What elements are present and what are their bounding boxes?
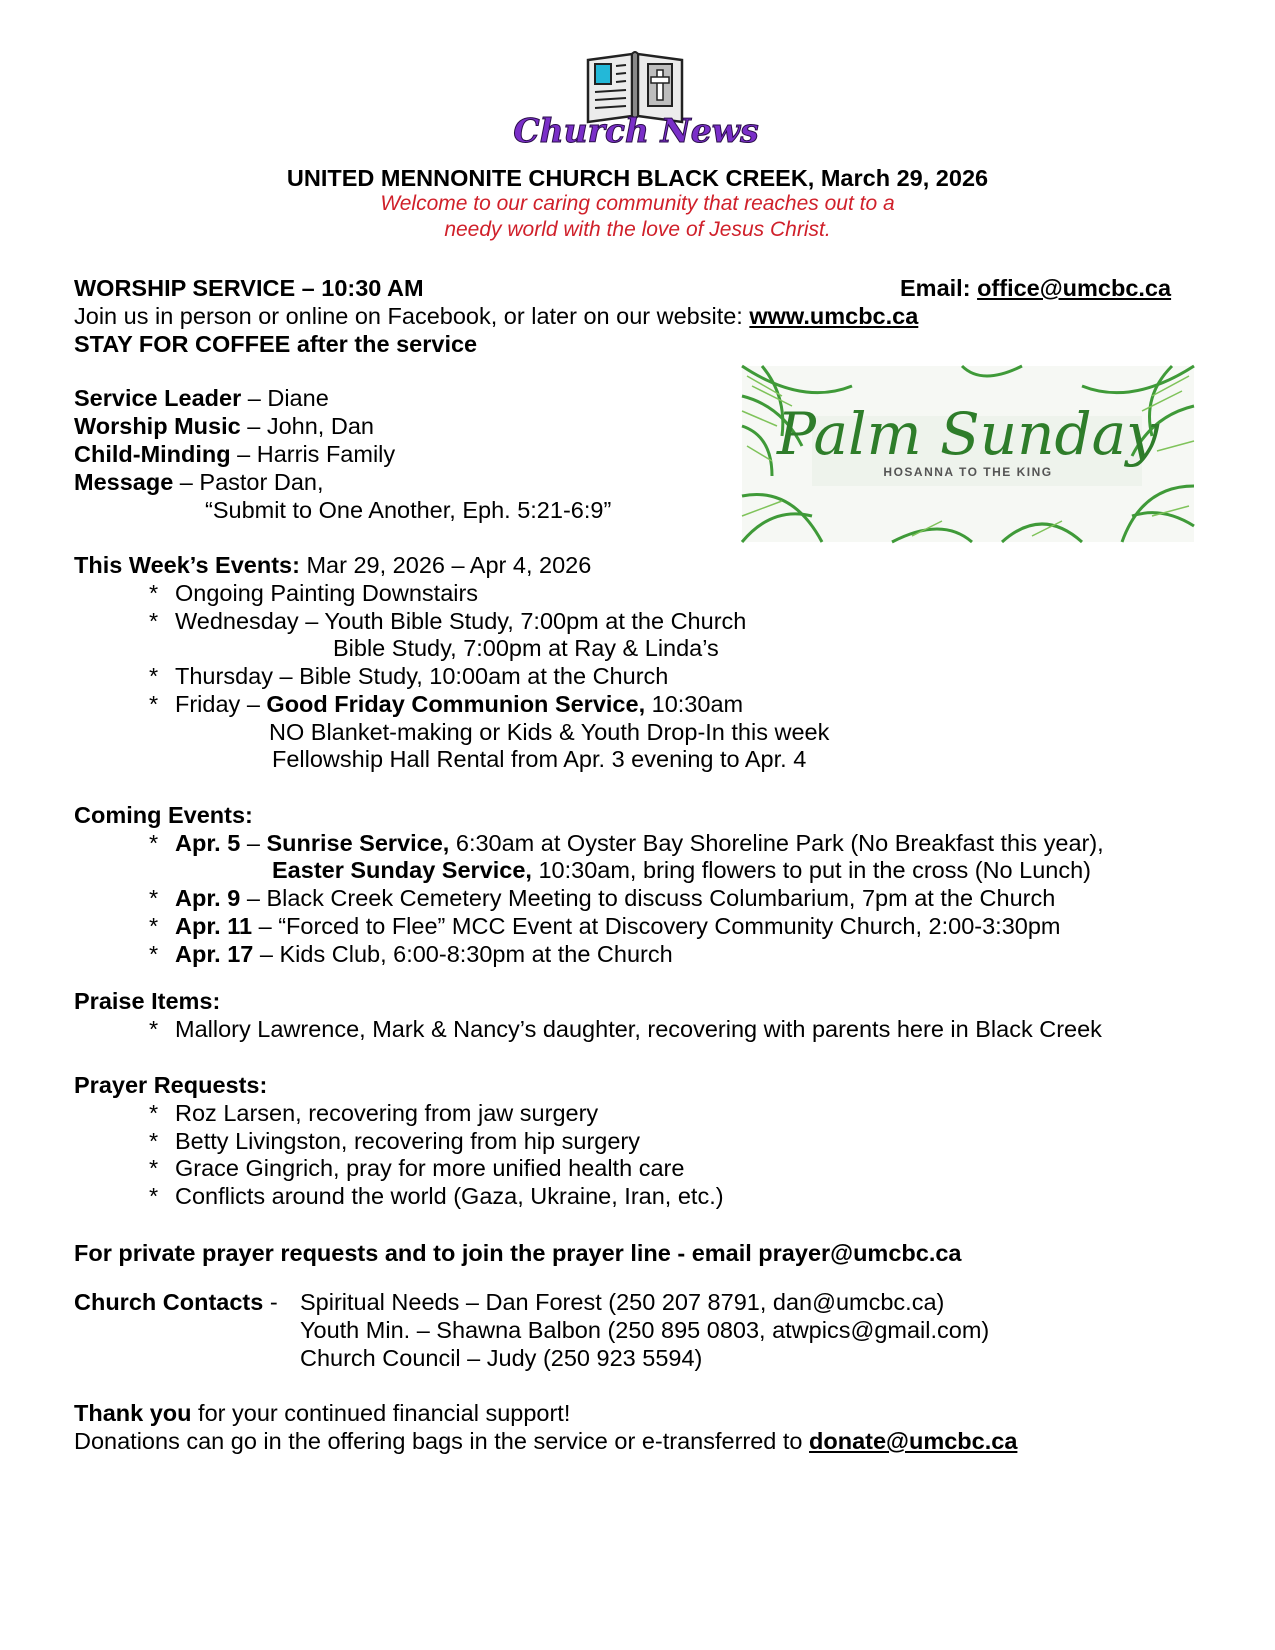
contacts-heading: Church Contacts - <box>74 1289 278 1315</box>
list-item-continuation: Fellowship Hall Rental from Apr. 3 evening to Apr. 4 <box>272 746 807 772</box>
logo-text: Church News <box>513 111 759 150</box>
list-item-continuation: Bible Study, 7:00pm at Ray & Linda’s <box>333 635 719 661</box>
website-link[interactable]: www.umcbc.ca <box>749 303 919 329</box>
thanks-line: Thank you for your continued financial support! <box>74 1400 571 1426</box>
role-worship-music: Worship Music – John, Dan <box>74 413 374 439</box>
message-title: “Submit to One Another, Eph. 5:21-6:9” <box>205 497 612 523</box>
worship-heading: WORSHIP SERVICE – 10:30 AM <box>74 275 424 301</box>
contact-line: Spiritual Needs – Dan Forest (250 207 8791, dan@umcbc.ca) <box>300 1289 945 1315</box>
role-message: Message – Pastor Dan, <box>74 469 324 495</box>
palm-sunday-banner <box>742 366 1194 542</box>
email-block <box>900 274 1171 302</box>
join-line <box>74 302 918 330</box>
contact-line: Youth Min. – Shawna Balbon (250 895 0803, atwpics@gmail.com) <box>300 1317 990 1343</box>
banner-title: Palm Sunday <box>777 400 1159 468</box>
this-week-heading: This Week’s Events: Mar 29, 2026 – Apr 4, 2026 <box>74 552 592 578</box>
email-label: Email: <box>900 275 971 301</box>
coming-events-heading: Coming Events: <box>74 802 253 828</box>
donate-email-link[interactable]: donate@umcbc.ca <box>809 1428 1018 1454</box>
join-text: Join us in person or online on Facebook, or later on our website: <box>74 303 743 329</box>
role-service-leader: Service Leader – Diane <box>74 385 329 411</box>
donation-line: Donations can go in the offering bags in the service or e-transferred to donate@umcbc.ca <box>74 1428 1018 1454</box>
list-item-continuation: Easter Sunday Service, 10:30am, bring flowers to put in the cross (No Lunch) <box>272 857 1092 883</box>
contact-line: Church Council – Judy (250 923 5594) <box>300 1345 703 1371</box>
private-prayer-line: For private prayer requests and to join the prayer line - email prayer@umcbc.ca <box>74 1240 962 1266</box>
prayer-heading: Prayer Requests: <box>74 1072 268 1098</box>
coffee-line: STAY FOR COFFEE after the service <box>74 331 478 357</box>
welcome-line-2: needy world with the love of Jesus Christ. <box>444 218 831 241</box>
office-email-link[interactable]: office@umcbc.ca <box>977 275 1172 301</box>
list-item-continuation: NO Blanket-making or Kids & Youth Drop-In this week <box>269 719 830 745</box>
banner-subtitle: HOSANNA TO THE KING <box>883 465 1053 479</box>
role-child-minding: Child-Minding – Harris Family <box>74 441 396 467</box>
page-title: UNITED MENNONITE CHURCH BLACK CREEK, March 29, 2026 <box>286 165 989 191</box>
praise-heading: Praise Items: <box>74 988 221 1014</box>
welcome-line-1: Welcome to our caring community that reaches out to a <box>380 192 895 215</box>
